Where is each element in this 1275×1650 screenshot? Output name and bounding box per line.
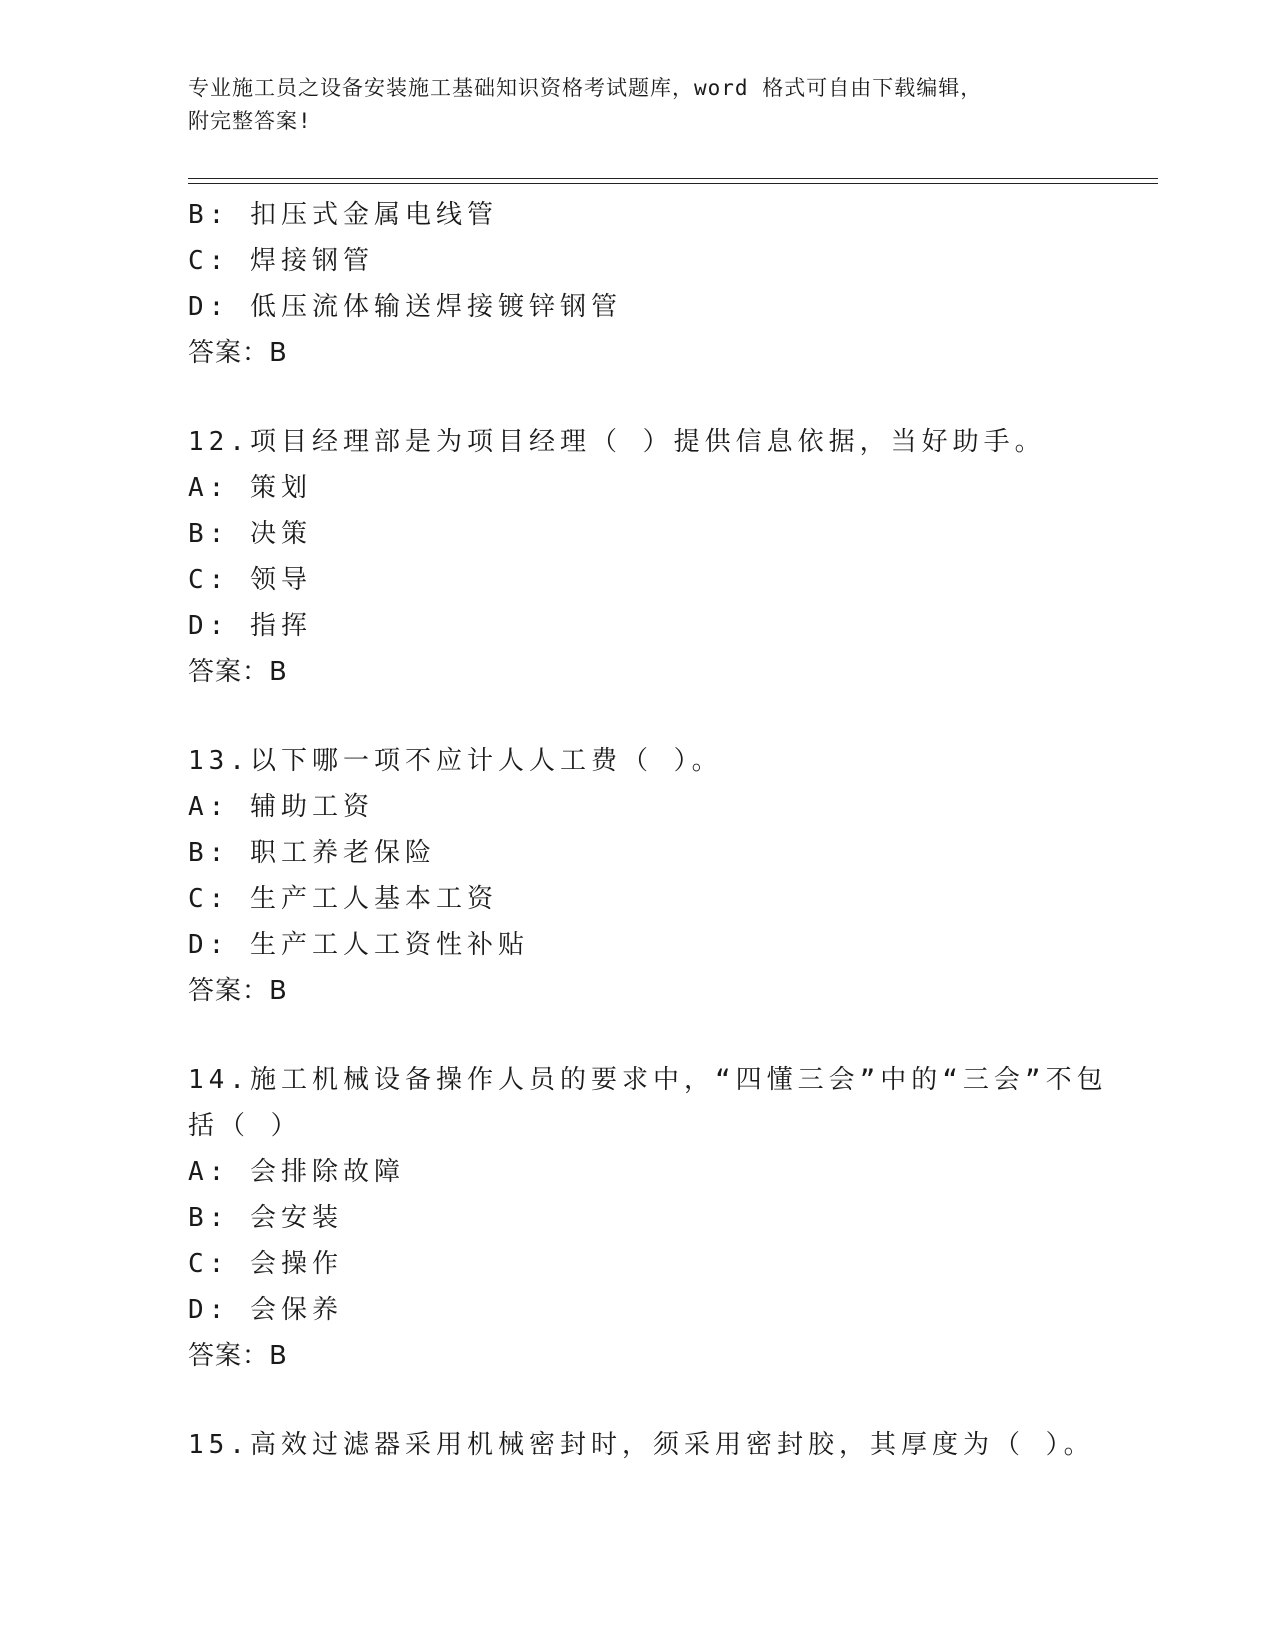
option-d: D: 指挥 [188,611,312,641]
header-divider-top [188,178,1158,179]
header-line-1: 专业施工员之设备安装施工基础知识资格考试题库，word 格式可自由下载编辑， [188,76,983,100]
question-stem: 15.高效过滤器采用机械密封时，须采用密封胶，其厚度为（ ）。 [188,1430,1095,1460]
option-d: D: 低压流体输送焊接镀锌钢管 [188,292,622,322]
spacer [188,1014,1148,1057]
question-block-12 [188,419,1148,695]
option-b: B: 决策 [188,519,312,549]
question-stem-line-2: 括（ ） [188,1111,302,1141]
option-b: B: 会安装 [188,1203,343,1233]
option-d: D: 生产工人工资性补贴 [188,930,529,960]
question-stem-line-1: 14.施工机械设备操作人员的要求中，“四懂三会”中的“三会”不包 [188,1065,1108,1095]
question-block-15 [188,1422,1148,1468]
spacer [188,1379,1148,1422]
document-header [188,72,1088,138]
option-d: D: 会保养 [188,1295,343,1325]
answer-line: 答案：B [188,1341,288,1371]
option-c: C: 领导 [188,565,312,595]
option-a: A: 辅助工资 [188,792,374,822]
option-a: A: 策划 [188,473,312,503]
option-c: C: 生产工人基本工资 [188,884,498,914]
question-stem: 13.以下哪一项不应计人人工费（ ）。 [188,746,723,776]
answer-line: 答案：B [188,338,288,368]
header-divider-bottom [188,183,1158,184]
spacer [188,695,1148,738]
option-a: A: 会排除故障 [188,1157,405,1187]
option-c: C: 会操作 [188,1249,343,1279]
answer-line: 答案：B [188,976,288,1006]
header-line-2: 附完整答案! [188,109,312,133]
question-stem: 12.项目经理部是为项目经理（ ）提供信息依据，当好助手。 [188,427,1046,457]
question-block-11-continued [188,192,1148,376]
option-b: B: 职工养老保险 [188,838,436,868]
question-list [188,192,1148,1468]
answer-line: 答案：B [188,657,288,687]
question-block-13 [188,738,1148,1014]
spacer [188,376,1148,419]
question-block-14 [188,1057,1148,1379]
option-c: C: 焊接钢管 [188,246,374,276]
option-b: B: 扣压式金属电线管 [188,200,498,230]
